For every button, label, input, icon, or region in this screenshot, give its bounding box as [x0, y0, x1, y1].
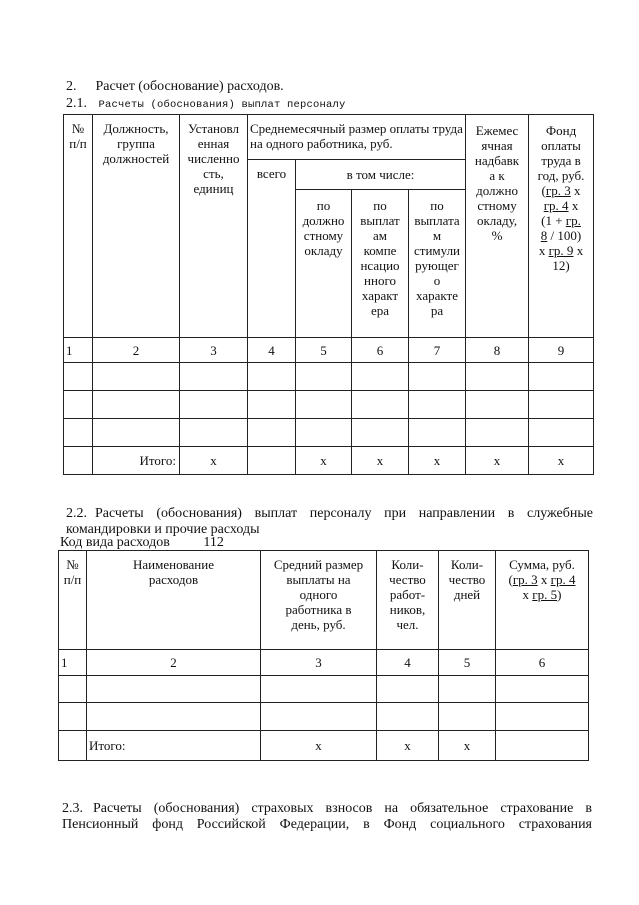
table-row [59, 703, 589, 731]
section-2-2-number: 2.2. [66, 506, 87, 521]
total-cell [496, 731, 589, 761]
personnel-payments-table [63, 114, 594, 475]
expense-code-value: 112 [203, 535, 224, 550]
header-annual-fund: Фонд оплаты труда в год, руб. (гр. 3 x гр. 4 x (1 + гр. 8 / 100) x гр. 9 x 12) [529, 115, 594, 338]
header-total: всего [248, 160, 296, 338]
col-number: 1 [64, 338, 93, 363]
header-num: № п/п [64, 115, 93, 338]
total-cell: x [529, 447, 594, 475]
section-2-3-line1: Расчеты (обоснования) страховых взносов на обязательное страхование в [93, 801, 592, 816]
col-number: 5 [296, 338, 352, 363]
total-label: Итого: [87, 731, 261, 761]
section-2-2-title-line1: Расчеты (обоснования) выплат персоналу при направлении в служебные [95, 506, 593, 521]
section-2-2-title-line2: командировки и прочие расходы [66, 522, 260, 537]
section-2-number: 2. [66, 79, 77, 94]
header-including: в том числе: [296, 160, 466, 190]
business-trip-table [58, 550, 589, 761]
header-monthly-bonus: Ежемес ячная надбавк а к должно стному окладу, % [466, 115, 529, 338]
header-position: Должность, группа должностей [93, 115, 180, 338]
total-cell: x [352, 447, 409, 475]
section-2-3-line2: Пенсионный фонд Российской Федерации, в Фонд социального страхования [62, 817, 592, 832]
section-2-title: Расчет (обоснование) расходов. [95, 79, 284, 94]
header-sum: Сумма, руб. (гр. 3 x гр. 4 x гр. 5) [496, 551, 589, 650]
table-row [64, 363, 594, 391]
table-row [64, 419, 594, 447]
col-number: 2 [87, 650, 261, 676]
header-avg-monthly-pay: Среднемесячный размер оплаты труда на одного работника, руб. [248, 115, 466, 160]
header-staff-count: Установл енная численно сть, единиц [180, 115, 248, 338]
section-2-1-title: Расчеты (обоснования) выплат персоналу [98, 99, 346, 111]
header-expense-name: Наименование расходов [87, 551, 261, 650]
section-2-1-number: 2.1. [66, 96, 87, 111]
header-avg-daily-pay: Средний размер выплаты на одного работника в день, руб. [261, 551, 377, 650]
col-number: 6 [352, 338, 409, 363]
total-cell: x [377, 731, 439, 761]
header-stimulating: по выплата м стимули рующег о характе ра [409, 190, 466, 338]
column-number-row [59, 650, 589, 676]
total-cell: x [439, 731, 496, 761]
total-cell: x [296, 447, 352, 475]
expense-code-label: Код вида расходов [60, 535, 170, 550]
col-number: 4 [248, 338, 296, 363]
col-number: 5 [439, 650, 496, 676]
section-2-2-heading [66, 506, 593, 538]
total-row [64, 447, 594, 475]
table-row [64, 391, 594, 419]
table-row [59, 676, 589, 703]
total-cell: x [466, 447, 529, 475]
section-2-3-number: 2.3. [62, 801, 83, 816]
total-cell: x [180, 447, 248, 475]
total-cell: x [409, 447, 466, 475]
col-number: 2 [93, 338, 180, 363]
col-number: 3 [180, 338, 248, 363]
header-days-count: Коли- чество дней [439, 551, 496, 650]
col-number: 8 [466, 338, 529, 363]
section-2-1-heading [66, 96, 346, 113]
header-compensation: по выплат ам компе нсацио нного характ ера [352, 190, 409, 338]
header-worker-count: Коли- чество работ- ников, чел. [377, 551, 439, 650]
expense-code [60, 535, 224, 551]
total-label: Итого: [93, 447, 180, 475]
total-row [59, 731, 589, 761]
col-number: 4 [377, 650, 439, 676]
section-2-heading [66, 79, 284, 95]
total-cell: x [261, 731, 377, 761]
col-number: 7 [409, 338, 466, 363]
column-number-row [64, 338, 594, 363]
col-number: 9 [529, 338, 594, 363]
section-2-3-heading [62, 801, 592, 833]
total-cell [248, 447, 296, 475]
col-number: 6 [496, 650, 589, 676]
col-number: 3 [261, 650, 377, 676]
header-num: № п/п [59, 551, 87, 650]
col-number: 1 [59, 650, 87, 676]
header-by-salary: по должно стному окладу [296, 190, 352, 338]
